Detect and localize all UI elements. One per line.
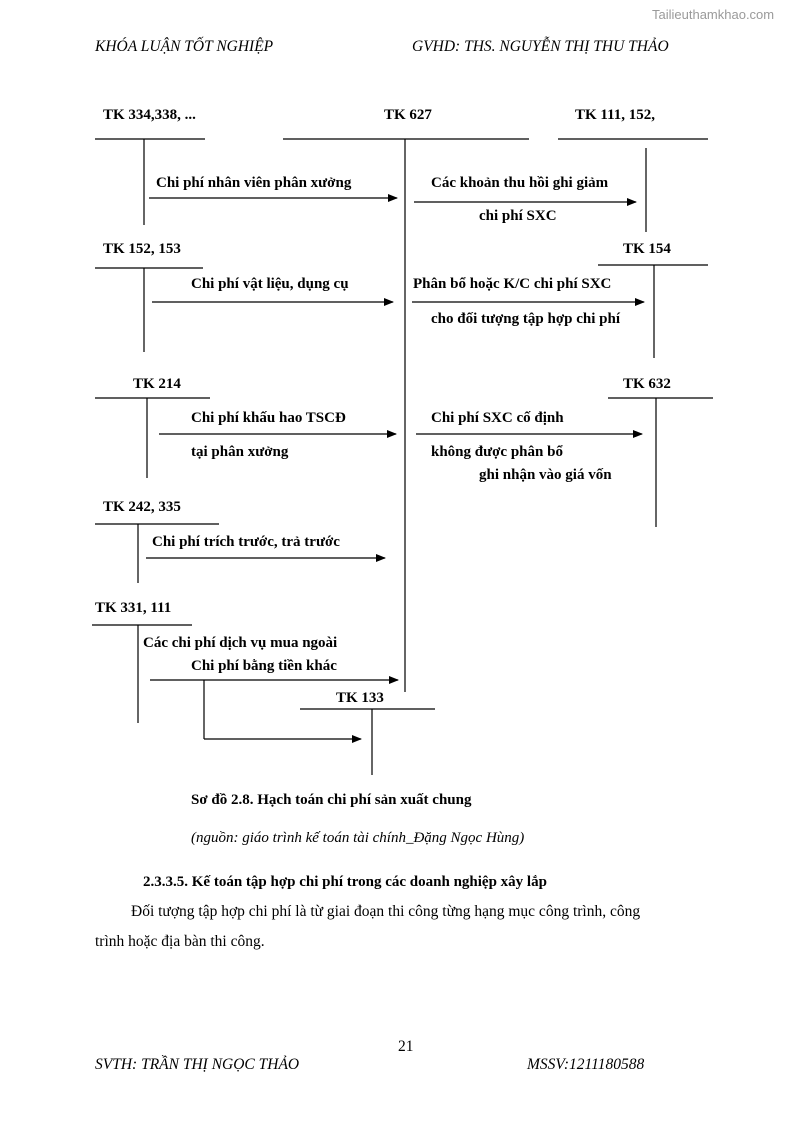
paragraph-line-2: trình hoặc địa bàn thi công. — [95, 933, 265, 950]
footer-right: MSSV:1211180588 — [527, 1056, 645, 1073]
label-tk242: TK 242, 335 — [103, 499, 181, 515]
entry-fixed-3: ghi nhận vào giá vốn — [479, 467, 612, 483]
page-number: 21 — [398, 1038, 414, 1055]
footer-left: SVTH: TRẦN THỊ NGỌC THẢO — [95, 1056, 300, 1073]
label-tk632: TK 632 — [623, 376, 671, 392]
entry-recovery-2: chi phí SXC — [479, 208, 557, 224]
entry-services-2: Chi phí bằng tiền khác — [191, 658, 337, 674]
watermark: Tailieuthamkhao.com — [652, 7, 775, 22]
entry-allocation-1: Phân bổ hoặc K/C chi phí SXC — [413, 276, 612, 292]
diagram-caption: Sơ đồ 2.8. Hạch toán chi phí sản xuất chung — [191, 792, 472, 808]
label-tk214: TK 214 — [133, 376, 181, 392]
entry-depreciation-2: tại phân xưởng — [191, 444, 289, 460]
label-tk627: TK 627 — [384, 107, 432, 123]
label-tk111: TK 111, 152, — [575, 107, 656, 123]
header-left: KHÓA LUẬN TỐT NGHIỆP — [95, 38, 274, 55]
label-tk334: TK 334,338, ... — [103, 107, 196, 123]
label-tk154: TK 154 — [623, 241, 671, 257]
header-right: GVHD: THS. NGUYỄN THỊ THU THẢO — [412, 38, 669, 55]
entry-prepaid: Chi phí trích trước, trả trước — [152, 534, 340, 550]
label-tk133: TK 133 — [336, 690, 384, 706]
entry-fixed-2: không được phân bổ — [431, 444, 563, 460]
entry-recovery-1: Các khoản thu hồi ghi giảm — [431, 175, 609, 191]
entry-fixed-1: Chi phí SXC cố định — [431, 410, 564, 426]
entry-depreciation-1: Chi phí khấu hao TSCĐ — [191, 410, 346, 426]
label-tk152: TK 152, 153 — [103, 241, 181, 257]
section-heading: 2.3.3.5. Kế toán tập hợp chi phí trong các doanh nghiệp xây lắp — [143, 874, 547, 890]
entry-staff-cost: Chi phí nhân viên phân xưởng — [156, 175, 352, 191]
entry-services-1: Các chi phí dịch vụ mua ngoài — [143, 635, 338, 651]
paragraph-line-1: Đối tượng tập hợp chi phí là từ giai đoạn thi công từng hạng mục công trình, công — [131, 903, 641, 920]
label-tk331: TK 331, 111 — [95, 600, 172, 616]
entry-materials: Chi phí vật liệu, dụng cụ — [191, 276, 349, 292]
diagram-source: (nguồn: giáo trình kế toán tài chính_Đặng Ngọc Hùng) — [191, 830, 525, 846]
entry-allocation-2: cho đối tượng tập hợp chi phí — [431, 311, 621, 327]
